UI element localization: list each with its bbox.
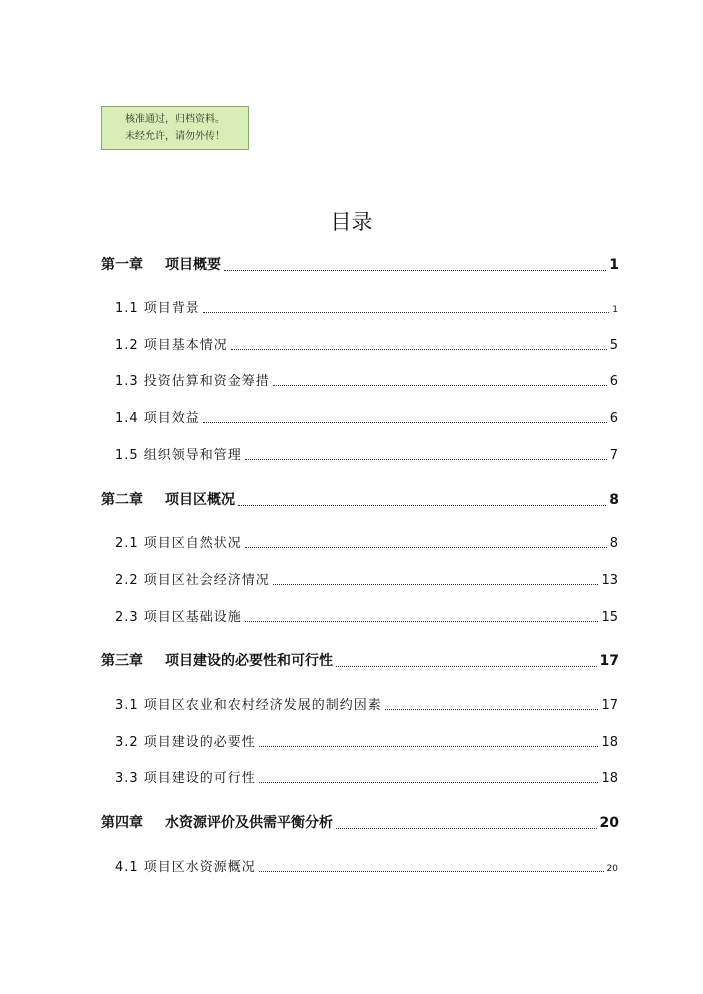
chapter-number: 第四章 xyxy=(101,815,143,831)
page-number: 6 xyxy=(609,411,618,426)
page-number: 1 xyxy=(612,305,618,315)
page-title: 目录 xyxy=(330,210,373,234)
dot-leader xyxy=(273,385,607,386)
toc-section-3-3[interactable] xyxy=(115,767,618,786)
toc-section-2-1[interactable] xyxy=(115,532,618,551)
dot-leader xyxy=(203,312,609,313)
page-number: 1 xyxy=(609,257,619,273)
toc-section-3-2[interactable] xyxy=(115,731,618,750)
section-title: 1.3 投资估算和资金筹措 xyxy=(115,374,270,389)
stamp-line-1: 核准通过，归档资料。 xyxy=(125,114,225,125)
section-title: 3.1 项目区农业和农村经济发展的制约因素 xyxy=(115,698,382,713)
toc-section-4-1[interactable] xyxy=(115,856,618,875)
toc-section-1-1[interactable] xyxy=(115,297,618,316)
dot-leader xyxy=(245,547,607,548)
stamp-line-2: 未经允许，请勿外传！ xyxy=(125,131,225,142)
dot-leader xyxy=(259,782,599,783)
toc-section-2-3[interactable] xyxy=(115,606,618,625)
toc-chapter-1[interactable] xyxy=(101,254,619,274)
chapter-number: 第一章 xyxy=(101,257,143,273)
dot-leader xyxy=(385,709,599,710)
section-title: 1.1 项目背景 xyxy=(115,301,200,316)
chapter-number: 第二章 xyxy=(101,492,143,508)
section-title: 2.2 项目区社会经济情况 xyxy=(115,573,270,588)
toc-chapter-2[interactable] xyxy=(101,489,619,509)
section-title: 1.2 项目基本情况 xyxy=(115,338,228,353)
dot-leader xyxy=(203,422,607,423)
chapter-title: 项目概要 xyxy=(165,257,221,273)
page-number: 20 xyxy=(599,815,619,831)
page-number: 15 xyxy=(601,610,618,625)
section-title: 4.1 项目区水资源概况 xyxy=(115,860,256,875)
chapter-title: 项目区概况 xyxy=(165,492,235,508)
dot-leader xyxy=(259,871,604,872)
dot-leader xyxy=(336,666,597,667)
dot-leader xyxy=(238,505,606,506)
chapter-title: 水资源评价及供需平衡分析 xyxy=(165,815,333,831)
page-number: 17 xyxy=(599,653,619,669)
toc-chapter-3[interactable] xyxy=(101,650,619,670)
page-number: 8 xyxy=(609,536,618,551)
toc-section-1-4[interactable] xyxy=(115,407,618,426)
page-number: 18 xyxy=(601,735,618,750)
dot-leader xyxy=(245,621,599,622)
dot-leader xyxy=(231,349,607,350)
dot-leader xyxy=(259,746,599,747)
page-number: 20 xyxy=(606,864,618,874)
dot-leader xyxy=(273,584,599,585)
page-number: 8 xyxy=(609,492,619,508)
toc-section-2-2[interactable] xyxy=(115,569,618,588)
dot-leader xyxy=(245,459,607,460)
section-title: 3.3 项目建设的可行性 xyxy=(115,771,256,786)
dot-leader xyxy=(336,828,597,829)
toc-chapter-4[interactable] xyxy=(101,812,619,832)
page-number: 13 xyxy=(601,573,618,588)
section-title: 1.4 项目效益 xyxy=(115,411,200,426)
page-number: 18 xyxy=(601,771,618,786)
toc-section-1-5[interactable] xyxy=(115,444,618,463)
section-title: 3.2 项目建设的必要性 xyxy=(115,735,256,750)
page-number: 17 xyxy=(601,698,618,713)
approval-stamp xyxy=(101,106,249,150)
section-title: 2.3 项目区基础设施 xyxy=(115,610,242,625)
chapter-number: 第三章 xyxy=(101,653,143,669)
toc-section-1-3[interactable] xyxy=(115,370,618,389)
section-title: 1.5 组织领导和管理 xyxy=(115,448,242,463)
page-number: 6 xyxy=(609,374,618,389)
toc-section-3-1[interactable] xyxy=(115,694,618,713)
section-title: 2.1 项目区自然状况 xyxy=(115,536,242,551)
page-number: 7 xyxy=(609,448,618,463)
toc-section-1-2[interactable] xyxy=(115,334,618,353)
chapter-title: 项目建设的必要性和可行性 xyxy=(165,653,333,669)
page-number: 5 xyxy=(609,338,618,353)
dot-leader xyxy=(224,270,606,271)
